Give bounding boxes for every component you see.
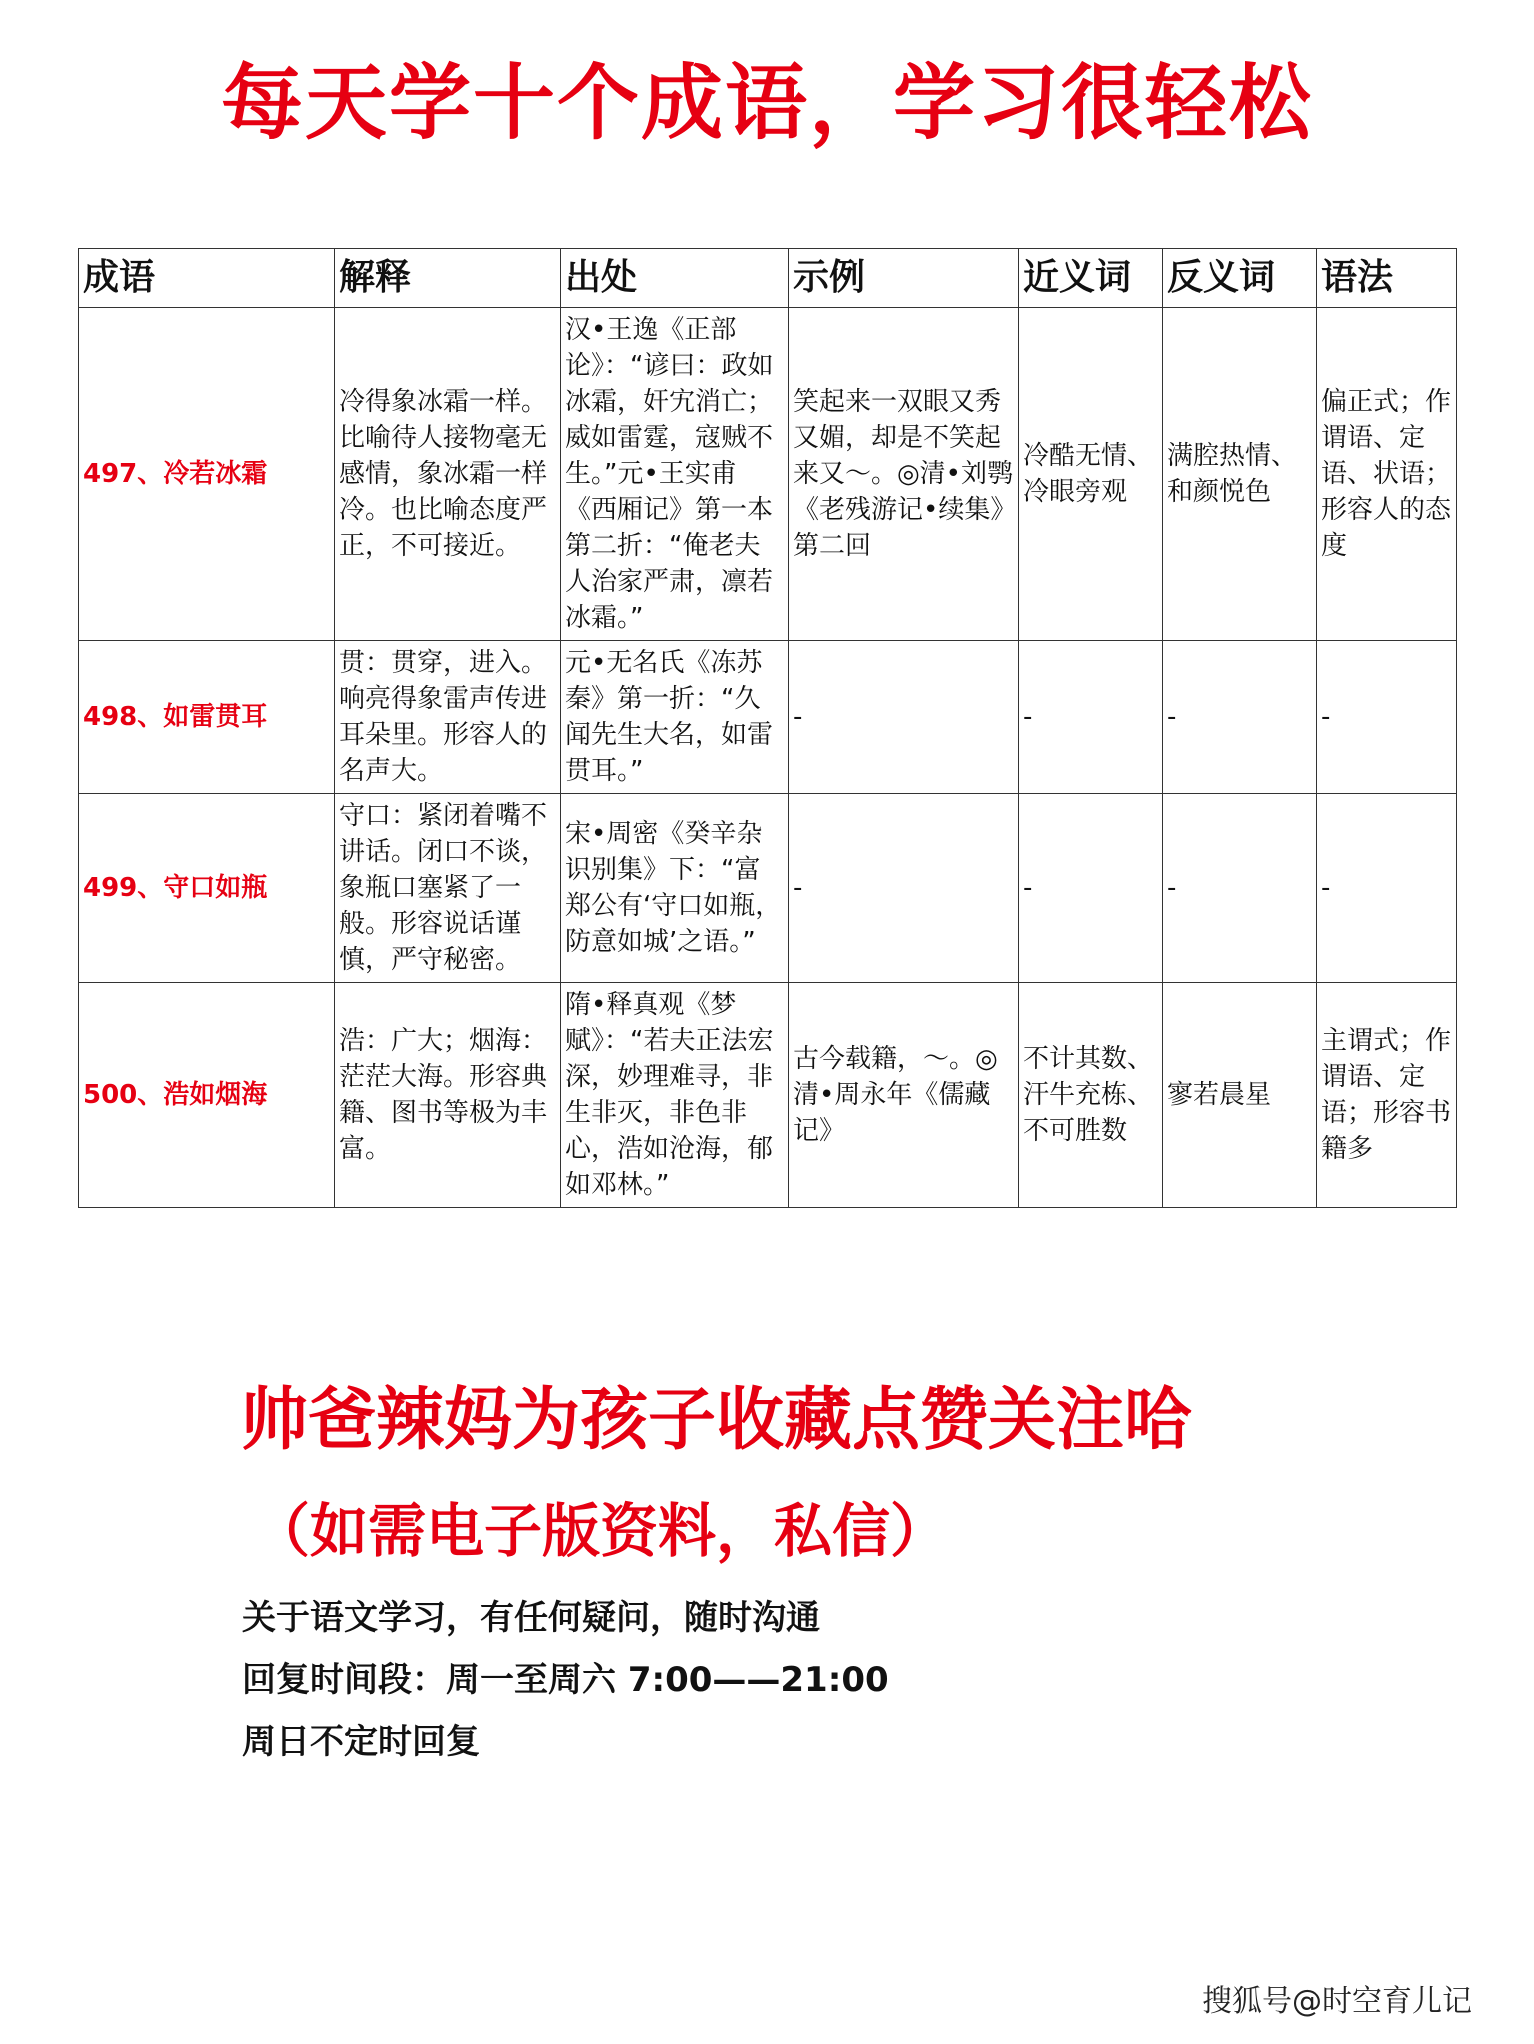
grammar-cell: - bbox=[1317, 794, 1457, 983]
header-idiom: 成语 bbox=[79, 249, 335, 308]
antonyms-cell: - bbox=[1163, 794, 1317, 983]
grammar-cell: 主谓式；作谓语、定语；形容书籍多 bbox=[1317, 983, 1457, 1208]
header-synonyms: 近义词 bbox=[1019, 249, 1163, 308]
synonyms-cell: - bbox=[1019, 641, 1163, 794]
meaning-cell: 守口：紧闭着嘴不讲话。闭口不谈，象瓶口塞紧了一般。形容说话谨慎，严守秘密。 bbox=[335, 794, 561, 983]
idiom-cell: 499、守口如瓶 bbox=[79, 794, 335, 983]
watermark: 搜狐号@时空育儿记 bbox=[1202, 1984, 1472, 2019]
idiom-table bbox=[78, 248, 1457, 1208]
header-grammar: 语法 bbox=[1317, 249, 1457, 308]
example-cell: - bbox=[789, 794, 1019, 983]
footer-title: 帅爸辣妈为孩子收藏点赞关注哈 bbox=[240, 1381, 1193, 1460]
meaning-cell: 贯：贯穿，进入。响亮得象雷声传进耳朵里。形容人的名声大。 bbox=[335, 641, 561, 794]
source-cell: 隋•释真观《梦赋》：“若夫正法宏深，妙理难寻，非生非灭，非色非心，浩如沧海，郁如邓林。” bbox=[561, 983, 789, 1208]
header-source: 出处 bbox=[561, 249, 789, 308]
sunday-reply-line: 周日不定时回复 bbox=[242, 1722, 480, 1762]
table-row bbox=[79, 794, 1457, 983]
table-row bbox=[79, 308, 1457, 641]
table-row bbox=[79, 983, 1457, 1208]
table-row bbox=[79, 641, 1457, 794]
reply-hours-line: 回复时间段：周一至周六 7:00——21:00 bbox=[242, 1660, 889, 1700]
source-cell: 宋•周密《癸辛杂识别集》下：“富郑公有‘守口如瓶，防意如城’之语。” bbox=[561, 794, 789, 983]
idiom-cell: 497、冷若冰霜 bbox=[79, 308, 335, 641]
header-meaning: 解释 bbox=[335, 249, 561, 308]
source-cell: 元•无名氏《冻苏秦》第一折：“久闻先生大名，如雷贯耳。” bbox=[561, 641, 789, 794]
synonyms-cell: 冷酷无情、冷眼旁观 bbox=[1019, 308, 1163, 641]
table-header-row bbox=[79, 249, 1457, 308]
antonyms-cell: 满腔热情、和颜悦色 bbox=[1163, 308, 1317, 641]
example-cell: 古今载籍，～。◎清•周永年《儒藏记》 bbox=[789, 983, 1019, 1208]
synonyms-cell: 不计其数、汗牛充栋、不可胜数 bbox=[1019, 983, 1163, 1208]
idiom-cell: 498、如雷贯耳 bbox=[79, 641, 335, 794]
synonyms-cell: - bbox=[1019, 794, 1163, 983]
header-example: 示例 bbox=[789, 249, 1019, 308]
antonyms-cell: 寥若晨星 bbox=[1163, 983, 1317, 1208]
footer-subtitle: （如需电子版资料，私信） bbox=[252, 1497, 949, 1565]
antonyms-cell: - bbox=[1163, 641, 1317, 794]
contact-line: 关于语文学习，有任何疑问，随时沟通 bbox=[242, 1598, 820, 1638]
grammar-cell: 偏正式；作谓语、定语、状语；形容人的态度 bbox=[1317, 308, 1457, 641]
meaning-cell: 浩：广大；烟海：茫茫大海。形容典籍、图书等极为丰富。 bbox=[335, 983, 561, 1208]
page-title: 每天学十个成语，学习很轻松 bbox=[220, 56, 1313, 151]
header-antonyms: 反义词 bbox=[1163, 249, 1317, 308]
grammar-cell: - bbox=[1317, 641, 1457, 794]
idiom-cell: 500、浩如烟海 bbox=[79, 983, 335, 1208]
source-cell: 汉•王逸《正部论》：“谚曰：政如冰霜，奸宄消亡；威如雷霆，寇贼不生。”元•王实甫《西厢记》第一本第二折：“俺老夫人治家严肃，凛若冰霜。” bbox=[561, 308, 789, 641]
meaning-cell: 冷得象冰霜一样。比喻待人接物毫无感情，象冰霜一样冷。也比喻态度严正，不可接近。 bbox=[335, 308, 561, 641]
example-cell: - bbox=[789, 641, 1019, 794]
example-cell: 笑起来一双眼又秀又媚，却是不笑起来又～。◎清•刘鹗《老残游记•续集》第二回 bbox=[789, 308, 1019, 641]
